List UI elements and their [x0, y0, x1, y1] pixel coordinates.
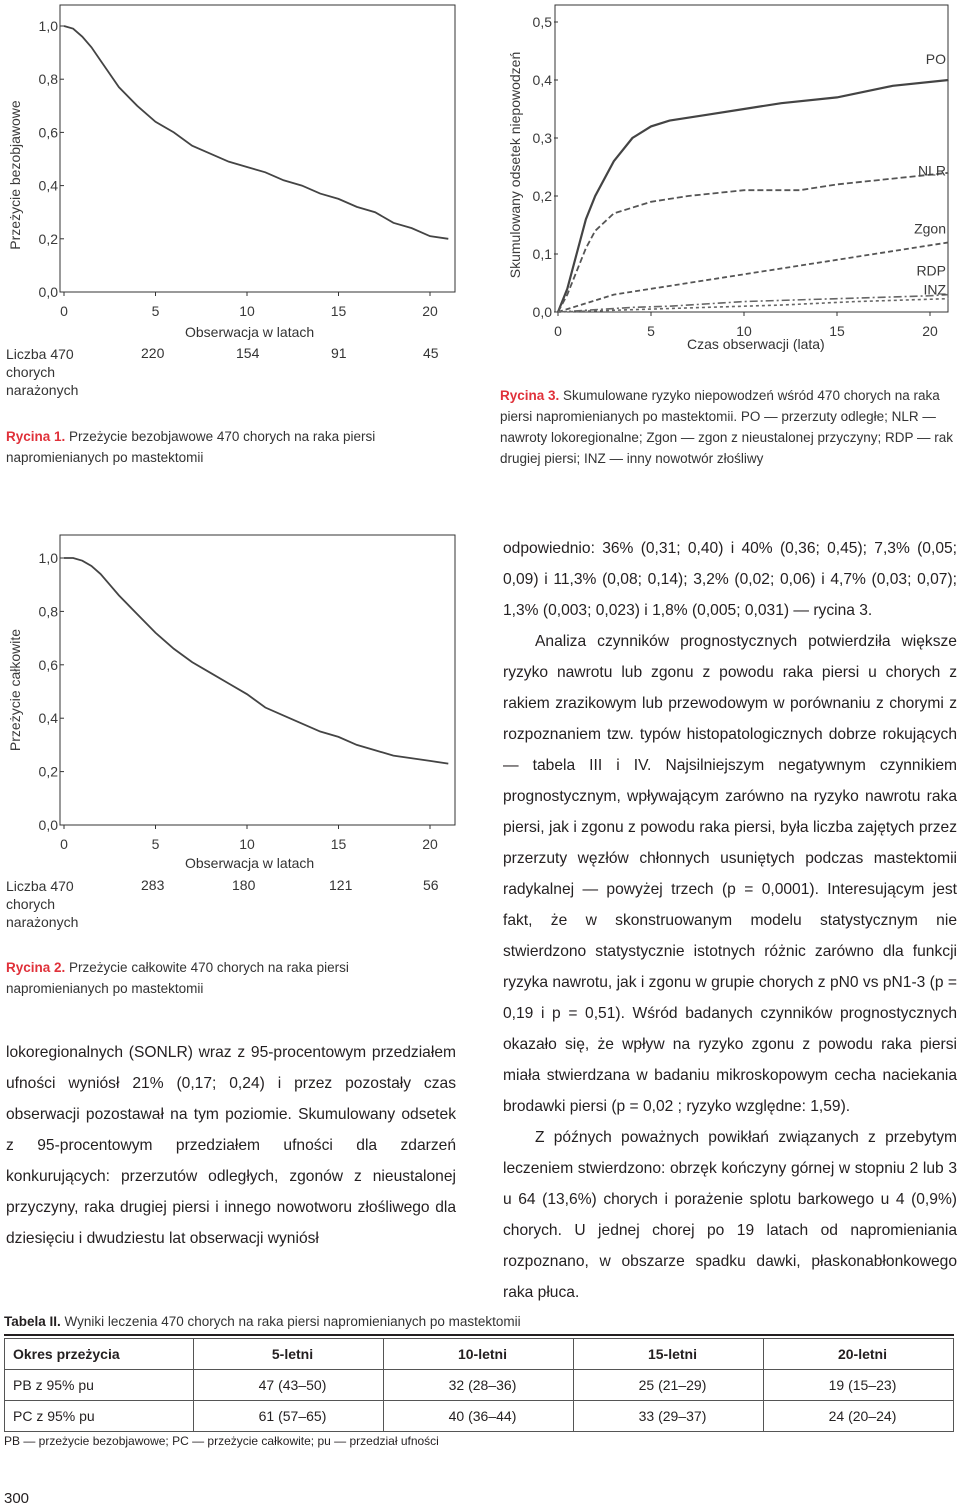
table-cell: PB z 95% pu	[5, 1370, 194, 1401]
caption-text: Przeżycie całkowite 470 chorych na raka piersi napromienianych po mastektomii	[6, 960, 349, 996]
figure-2-chart	[0, 530, 460, 860]
y-tick-label: 0,1	[532, 246, 552, 262]
risk-label-line: narażonych	[6, 914, 79, 930]
x-tick-label: 20	[422, 303, 438, 319]
table-cell: 61 (57–65)	[194, 1401, 384, 1432]
y-tick-label: 0,0	[532, 304, 552, 320]
series-label: NLR	[917, 162, 946, 179]
risk-value: 283	[141, 877, 165, 893]
figure-3	[490, 0, 960, 500]
y-tick-label: 0,2	[38, 763, 58, 780]
paragraph: odpowiednio: 36% (0,31; 0,40) i 40% (0,36; 0,45); 7,3% (0,05; 0,09) i 11,3% (0,08; 0,14); 3,2% (0,02; 0,06) i 4,7% (0,03; 0,07); 1,3% (0,003; 0,023) i 1,8% (0,005; 0,031) — rycina 3.	[503, 540, 957, 619]
caption-label: Rycina 3.	[500, 388, 560, 403]
right-column-text	[503, 533, 957, 1308]
y-tick-label: 0,4	[38, 710, 58, 727]
figure-1-chart	[0, 0, 460, 330]
table-caption	[4, 1311, 954, 1332]
figure-2-xlabel: Obserwacja w latach	[185, 855, 315, 871]
risk-value: 45	[423, 345, 439, 361]
table-cell: 33 (29–37)	[574, 1401, 764, 1432]
table-header-row	[5, 1339, 954, 1370]
figure-2-ylabel: Przeżycie całkowite	[7, 628, 23, 752]
y-tick-label: 0,8	[38, 603, 58, 620]
x-tick-label: 15	[330, 836, 347, 852]
series-label: Zgon	[914, 220, 946, 237]
x-tick-label: 5	[647, 323, 655, 339]
figure-1-ylabel: Przeżycie bezobjawowe	[7, 100, 23, 250]
series-line-nlr	[558, 173, 949, 312]
series-line-pb	[64, 26, 448, 239]
x-tick-label: 0	[60, 836, 68, 852]
figure-1	[0, 0, 460, 470]
paragraph: Analiza czynników prognostycznych potwierdziła większe ryzyko nawrotu lub zgonu z powodu raka piersi u chorych z rakiem zrazikowym lub przewodowym w porównaniu z chorymi z rozpoznaniem tzw. typów histopatologicznych dobrze rokujących — tabela III i IV. Najsilniejszym negatywnym czynnikiem prognostycznym, wpływającym zarówno na ryzyko nawrotu raka piersi, jak i zgonu z powodu raka piersi, była liczba zajętych przez przerzuty węzłów chłonnych usuniętych podczas mastektomii radykalnej — powyżej trzech (p = 0,0001). Interesującym jest fakt, że w skonstruowanym modelu statystycznym nie stwierdzono statystycznie istotnych różnic zarówno dla funkcji ryzyka nawrotu, jak i zgonu w grupie chorych z pN0 vs pN1-3 (p = 0,19 i p = 0,51). Wśród badanych czynników prognostycznych okazało się, że wpływ na ryzyko zgonu z powodu raka piersi miała stwierdzana w badaniu mikroskopowym cecha naciekania brodawki piersi (p = 0,02 ; ryzyko względne: 1,59).	[503, 633, 957, 1115]
y-tick-label: 0,6	[38, 656, 58, 673]
x-tick-label: 15	[829, 323, 845, 339]
risk-label-line: chorych	[6, 896, 56, 912]
y-tick-label: 0,2	[532, 188, 552, 204]
paragraph: lokoregionalnych (SONLR) wraz z 95-procentowym przedziałem ufności wyniósł 21% (0,17; 0,24) i przez pozostały czas obserwacji pozostawał na tym poziomie. Skumulowany odsetek z 95-procentowym przedziałem ufności dla zdarzeń konkurujących: przerzutów odległych, zgonów z nieustalonej przyczyny, raka drugiej piersi i innego nowotworu złośliwego dla dziesięciu i dwudziestu lat obserwacji wyniósł	[6, 1044, 456, 1247]
x-tick-label: 10	[239, 303, 255, 319]
series-line-pc	[64, 558, 448, 764]
y-tick-label: 0,0	[38, 284, 58, 300]
plot-frame	[555, 5, 948, 312]
caption-label: Rycina 1.	[6, 429, 66, 444]
caption-label: Tabela II.	[4, 1314, 61, 1329]
y-tick-label: 0,3	[532, 130, 552, 146]
table-cell: 32 (28–36)	[384, 1370, 574, 1401]
table-header: 10-letni	[384, 1339, 574, 1370]
table-cell: 47 (43–50)	[194, 1370, 384, 1401]
series-line-po	[558, 80, 949, 312]
figure-3-caption	[500, 385, 956, 469]
caption-text: Przeżycie bezobjawowe 470 chorych na raka piersi napromienianych po mastektomii	[6, 429, 376, 465]
figure-2	[0, 530, 460, 1000]
table-cell: 24 (20–24)	[764, 1401, 954, 1432]
table-header: 20-letni	[764, 1339, 954, 1370]
table-cell: 25 (21–29)	[574, 1370, 764, 1401]
caption-label: Rycina 2.	[6, 960, 66, 975]
y-tick-label: 0,5	[532, 14, 552, 30]
risk-value: 56	[423, 877, 439, 893]
y-tick-label: 0,2	[38, 230, 58, 247]
risk-label-line: narażonych	[6, 382, 79, 398]
figure-3-chart	[490, 0, 960, 340]
risk-value: 154	[236, 345, 260, 361]
table-row	[5, 1370, 954, 1401]
risk-value: 91	[331, 345, 347, 361]
x-tick-label: 5	[151, 303, 160, 319]
paragraph: Z późnych poważnych powikłań związanych z przebytym leczeniem stwierdzono: obrzęk kończyny górnej w stopniu 2 lub 3 u 64 (13,6%) chorych i porażenie splotu barkowego u 4 (0,9%) chorych. U jednej chorej po 19 latach od napromieniania rozpoznano, w obszarze spadku dawki, płaskonabłonkowego raka płuca.	[503, 1129, 957, 1301]
figure-3-xlabel: Czas obserwacji (lata)	[687, 336, 825, 352]
y-tick-label: 1,0	[38, 550, 58, 566]
series-label: RDP	[916, 262, 946, 279]
table-row	[5, 1401, 954, 1432]
x-tick-label: 10	[239, 836, 255, 852]
risk-value: 180	[232, 877, 256, 893]
figure-2-caption	[6, 957, 426, 999]
y-tick-label: 0,4	[38, 177, 58, 194]
table-header: Okres przeżycia	[5, 1339, 194, 1370]
risk-value: 220	[141, 345, 165, 361]
y-tick-label: 0,8	[38, 71, 58, 88]
y-tick-label: 0,0	[38, 817, 58, 833]
risk-label-line: Liczba 470	[6, 346, 74, 362]
table-rule	[4, 1334, 954, 1336]
figure-1-xlabel: Obserwacja w latach	[185, 324, 315, 340]
plot-frame	[60, 535, 455, 825]
series-label: PO	[925, 50, 946, 67]
page-number: 300	[4, 1490, 30, 1507]
plot-frame	[60, 5, 455, 292]
table-cell: PC z 95% pu	[5, 1401, 194, 1432]
x-tick-label: 0	[554, 323, 562, 339]
y-tick-label: 0,6	[38, 124, 58, 141]
x-tick-label: 5	[151, 836, 160, 852]
risk-label-line: chorych	[6, 364, 56, 380]
x-tick-label: 10	[736, 323, 752, 339]
caption-text: Skumulowane ryzyko niepowodzeń wśród 470 chorych na raka piersi napromienianych po mastektomii. PO — przerzuty odległe; NLR — nawroty lokoregionalne; Zgon — zgon z nieustalonej przyczyny; RDP — rak drugiej piersi; INZ — inny nowotwór złośliwy	[500, 388, 953, 466]
left-column-text	[6, 1037, 456, 1254]
risk-value: 121	[329, 877, 353, 893]
table-footnote: PB — przeżycie bezobjawowe; PC — przeżycie całkowite; pu — przedział ufności	[4, 1434, 439, 1448]
table-header: 5-letni	[194, 1339, 384, 1370]
series-label: INZ	[923, 281, 946, 298]
table-cell: 19 (15–23)	[764, 1370, 954, 1401]
figure-3-ylabel: Skumulowany odsetek niepowodzeń	[507, 51, 523, 279]
x-tick-label: 20	[922, 323, 938, 339]
y-tick-label: 0,4	[532, 72, 552, 88]
x-tick-label: 15	[330, 303, 347, 319]
x-tick-label: 20	[422, 836, 438, 852]
x-tick-label: 0	[60, 303, 68, 319]
series-line-rdp	[558, 295, 949, 312]
risk-label-line: Liczba 470	[6, 878, 74, 894]
caption-text: Wyniki leczenia 470 chorych na raka piersi napromienianych po mastektomii	[64, 1314, 521, 1329]
results-table	[4, 1338, 954, 1432]
table-cell: 40 (36–44)	[384, 1401, 574, 1432]
table-header: 15-letni	[574, 1339, 764, 1370]
y-tick-label: 1,0	[38, 18, 58, 34]
figure-1-caption	[6, 426, 426, 468]
